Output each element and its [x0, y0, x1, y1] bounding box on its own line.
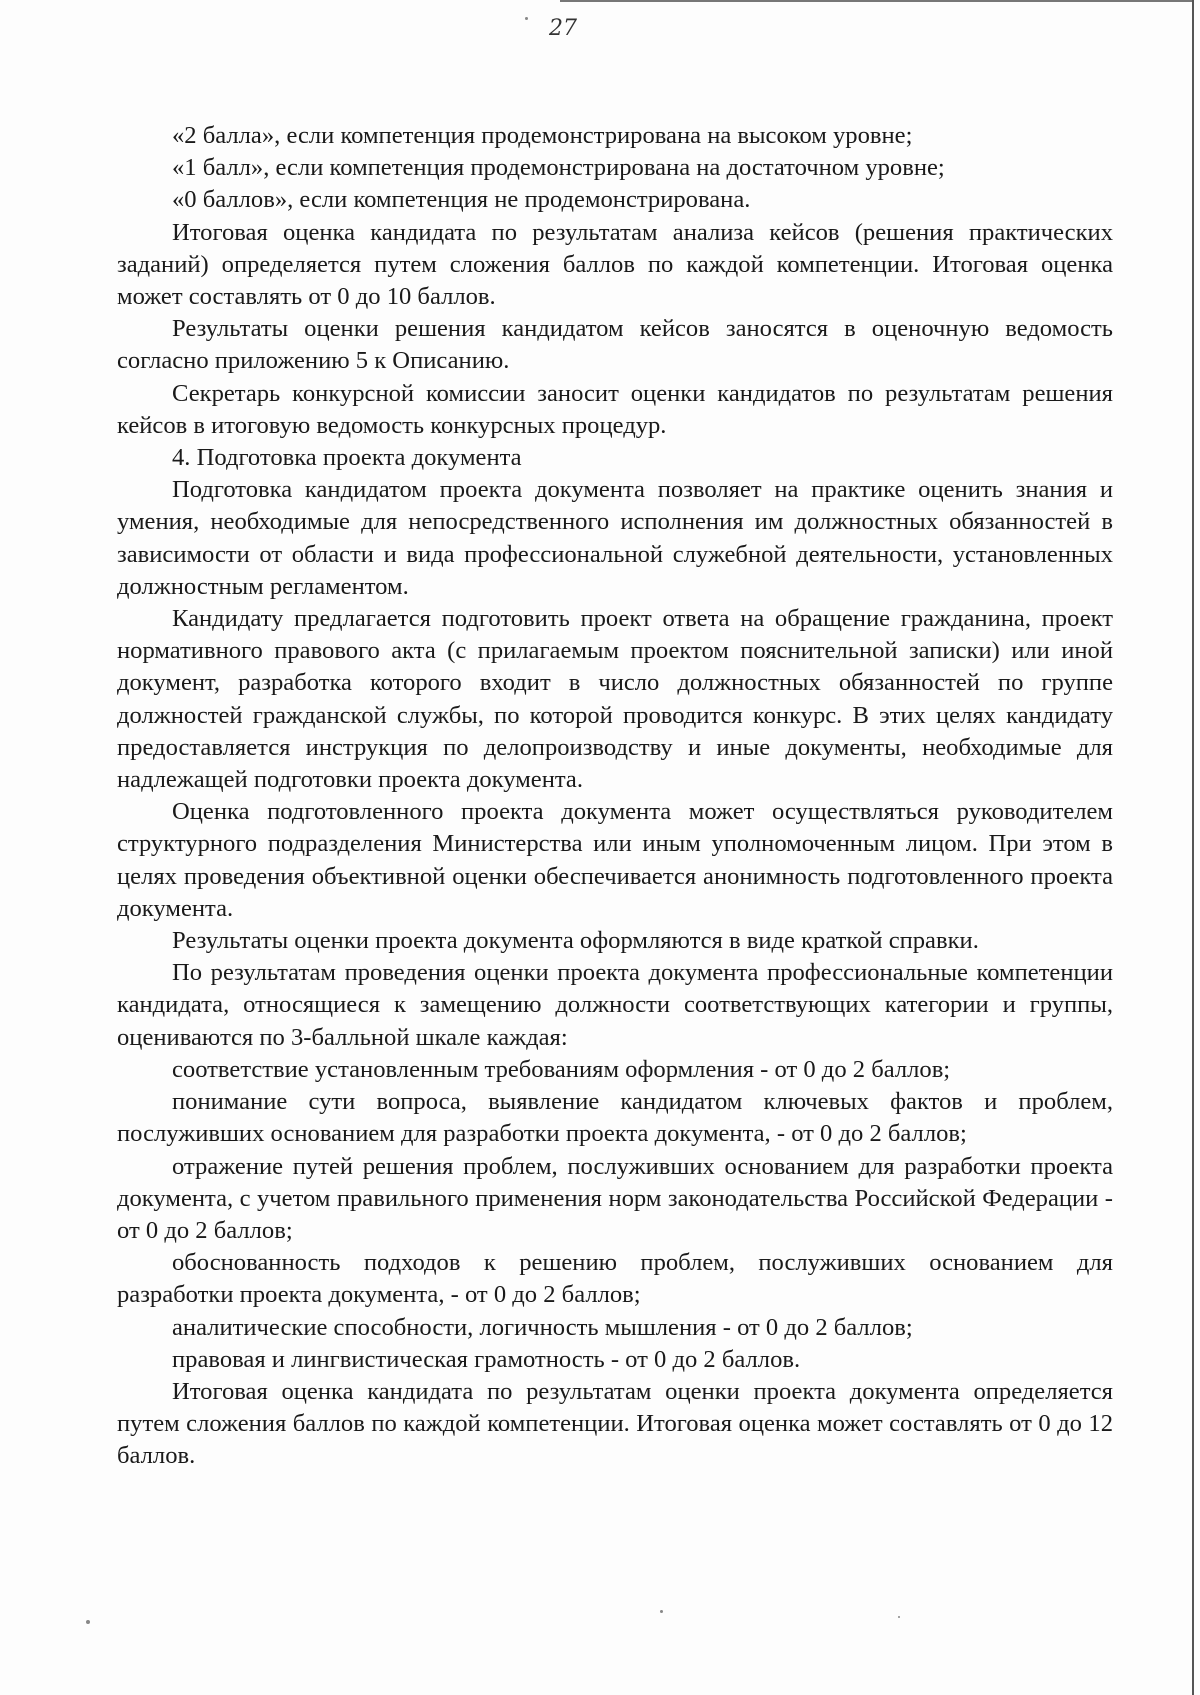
- paragraph: Результаты оценки проекта документа оформляются в виде краткой справки.: [172, 927, 979, 955]
- paragraph: Секретарь конкурсной комиссии заносит оценки кандидатов по результатам решения кейсов в итоговую ведомость конкурсных процедур.: [117, 379, 1113, 439]
- criterion-item: правовая и лингвистическая грамотность - от 0 до 2 баллов.: [172, 1345, 801, 1373]
- paragraph: «2 балла», если компетенция продемонстрирована на высоком уровне;: [172, 122, 913, 149]
- criterion-item: соответствие установленным требованиям оформления - от 0 до 2 баллов;: [172, 1055, 951, 1083]
- criterion-item: понимание сути вопроса, выявление кандидатом ключевых фактов и проблем, послуживших основанием для разработки проекта документа, - от 0 до 2 баллов;: [117, 1088, 1113, 1148]
- page-number: 27: [549, 16, 577, 41]
- paragraph: «0 баллов», если компетенция не продемонстрирована.: [172, 186, 751, 214]
- criterion-item: отражение путей решения проблем, послуживших основанием для разработки проекта документа, с учетом правильного применения норм законодательства Российской Федерации - от 0 до 2 баллов;: [117, 1152, 1113, 1244]
- document-body: [117, 120, 1113, 1473]
- paragraph: Кандидату предлагается подготовить проект ответа на обращение гражданина, проект нормативного правового акта (с прилагаемым проектом пояснительной записки) или иной документ, разработка которого входит в число должностных обязанностей по группе должностей гражданской службы, по которой проводится конкурс. В этих целях кандидату предоставляется инструкция по делопроизводству и иные документы, необходимые для надлежащей подготовки проекта документа.: [117, 605, 1113, 794]
- paragraph: По результатам проведения оценки проекта документа профессиональные компетенции кандидата, относящиеся к замещению должности соответствующих категории и группы, оцениваются по 3-балльной шкале каждая:: [117, 959, 1113, 1051]
- criterion-item: обоснованность подходов к решению проблем, послуживших основанием для разработки проекта документа, - от 0 до 2 баллов;: [117, 1249, 1113, 1309]
- scan-speck: [86, 1620, 90, 1624]
- paragraph: Итоговая оценка кандидата по результатам анализа кейсов (решения практических заданий) определяется путем сложения баллов по каждой компетенции. Итоговая оценка может составлять от 0 до 10 баллов.: [117, 218, 1113, 311]
- scan-edge-top: [560, 0, 1194, 2]
- criterion-item: аналитические способности, логичность мышления - от 0 до 2 баллов;: [172, 1313, 913, 1341]
- paragraph: «1 балл», если компетенция продемонстрирована на достаточном уровне;: [172, 154, 945, 182]
- scan-speck: [898, 1616, 900, 1618]
- paragraph: Подготовка кандидатом проекта документа позволяет на практике оценить знания и умения, необходимые для непосредственного исполнения им должностных обязанностей в зависимости от области и вида профессиональной служебной деятельности, установленных должностным регламентом.: [117, 476, 1113, 600]
- paragraph: Оценка подготовленного проекта документа может осуществляться руководителем структурного подразделения Министерства или иным уполномоченным лицом. При этом в целях проведения объективной оценки обеспечивается анонимность подготовленного проекта документа.: [117, 798, 1113, 922]
- scan-speck: [525, 17, 528, 20]
- section-heading: 4. Подготовка проекта документа: [172, 444, 522, 472]
- paragraph: Итоговая оценка кандидата по результатам оценки проекта документа определяется путем сложения баллов по каждой компетенции. Итоговая оценка может составлять от 0 до 12 баллов.: [117, 1377, 1113, 1470]
- scan-speck: [660, 1610, 663, 1613]
- paragraph: Результаты оценки решения кандидатом кейсов заносятся в оценочную ведомость согласно приложению 5 к Описанию.: [117, 315, 1113, 375]
- scan-edge-right: [1192, 0, 1194, 1695]
